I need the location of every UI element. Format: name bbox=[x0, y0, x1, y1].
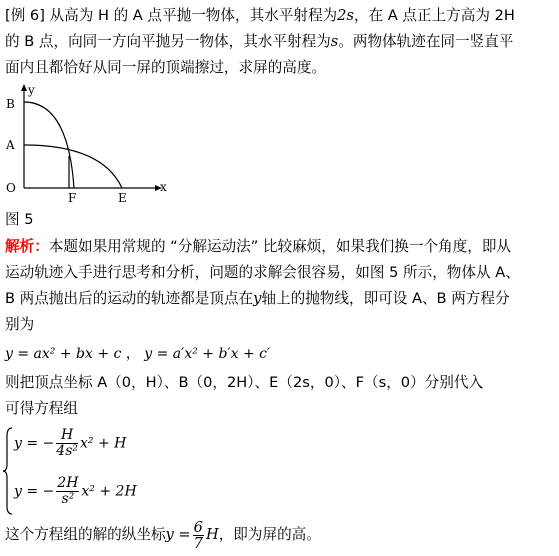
label-o: O bbox=[6, 181, 16, 195]
problem-text: ，在 A 点正上方高为 2H bbox=[353, 7, 515, 24]
sys2-denominator: s² bbox=[61, 491, 75, 507]
problem-text: 的 B 点，向同一方向平抛另一物体，其水平射程为 bbox=[5, 33, 331, 50]
final-numerator: 6 bbox=[193, 518, 203, 536]
range-2s: 2s bbox=[337, 7, 354, 24]
range-s: s bbox=[330, 33, 339, 50]
system-brace bbox=[3, 426, 13, 516]
final-h: H bbox=[205, 526, 219, 543]
problem-line-3: 面内且都恰好从同一屏的顶端擦过，求屏的高度。 bbox=[5, 59, 327, 76]
solution-line-2: 运动轨迹入手进行思考和分析，问题的求解会很容易，如图 5 所示，物体从 A、 bbox=[5, 264, 520, 281]
final-y: y = bbox=[165, 526, 191, 543]
final-text: 这个方程组的解的纵坐标 bbox=[5, 526, 166, 543]
label-b: B bbox=[6, 97, 15, 111]
label-e: E bbox=[118, 191, 127, 205]
solution-text: 轴上的抛物线，即可设 A、B 两方程分 bbox=[261, 290, 510, 307]
trajectory-figure bbox=[0, 82, 190, 212]
problem-line-1 bbox=[5, 6, 515, 26]
sys2-numerator: 2H bbox=[57, 475, 79, 491]
problem-line-2 bbox=[5, 32, 513, 52]
sys2-left: y = − bbox=[14, 483, 55, 500]
solution-label: 解析： bbox=[5, 238, 49, 255]
solution-line-6: 则把顶点坐标 A（0，H）、B（0，2H）、E（2s，0）、F（s，0）分别代入 bbox=[5, 374, 484, 391]
system-equation-1 bbox=[14, 428, 126, 459]
sys2-right: x² + 2H bbox=[81, 483, 137, 500]
label-y: y bbox=[28, 83, 35, 97]
solution-line-4: 别为 bbox=[5, 316, 35, 333]
final-line bbox=[5, 518, 321, 552]
label-f: F bbox=[68, 191, 77, 205]
general-equations bbox=[5, 343, 270, 363]
label-a: A bbox=[6, 138, 15, 152]
y-axis-symbol: y bbox=[253, 290, 262, 307]
label-x: x bbox=[160, 180, 167, 194]
solution-text: 本题如果用常规的 “分解运动法” 比较麻烦，如果我们换一个角度，即从 bbox=[48, 238, 512, 255]
sys1-left: y = − bbox=[14, 435, 55, 452]
figure-caption: 图 5 bbox=[5, 211, 34, 228]
problem-text: 。两物体轨迹在同一竖直平 bbox=[338, 33, 514, 50]
problem-text: [例 6] 从高为 H 的 A 点平抛一物体，其水平射程为 bbox=[5, 7, 338, 24]
sys1-numerator: H bbox=[56, 428, 78, 444]
final-denominator: 7 bbox=[193, 534, 203, 552]
equation-separator: ， bbox=[125, 346, 140, 362]
sys1-right: x² + H bbox=[80, 435, 127, 452]
y-axis-arrow bbox=[21, 84, 27, 91]
solution-line-7: 可得方程组 bbox=[5, 400, 78, 417]
solution-text: B 两点抛出后的运动的轨迹都是顶点在 bbox=[5, 290, 254, 307]
final-fraction bbox=[193, 520, 204, 551]
sys1-fraction bbox=[56, 428, 78, 459]
final-text: ，即为屏的高。 bbox=[218, 526, 321, 543]
solution-line-1 bbox=[5, 237, 511, 257]
equation-b: y = a′x² + b′x + c′ bbox=[144, 346, 271, 362]
system-equation-2 bbox=[14, 476, 137, 507]
solution-line-3 bbox=[5, 289, 510, 309]
equation-a: y = ax² + bx + c bbox=[5, 346, 122, 362]
sys2-fraction bbox=[56, 476, 79, 507]
sys1-denominator: 4s² bbox=[56, 443, 78, 459]
